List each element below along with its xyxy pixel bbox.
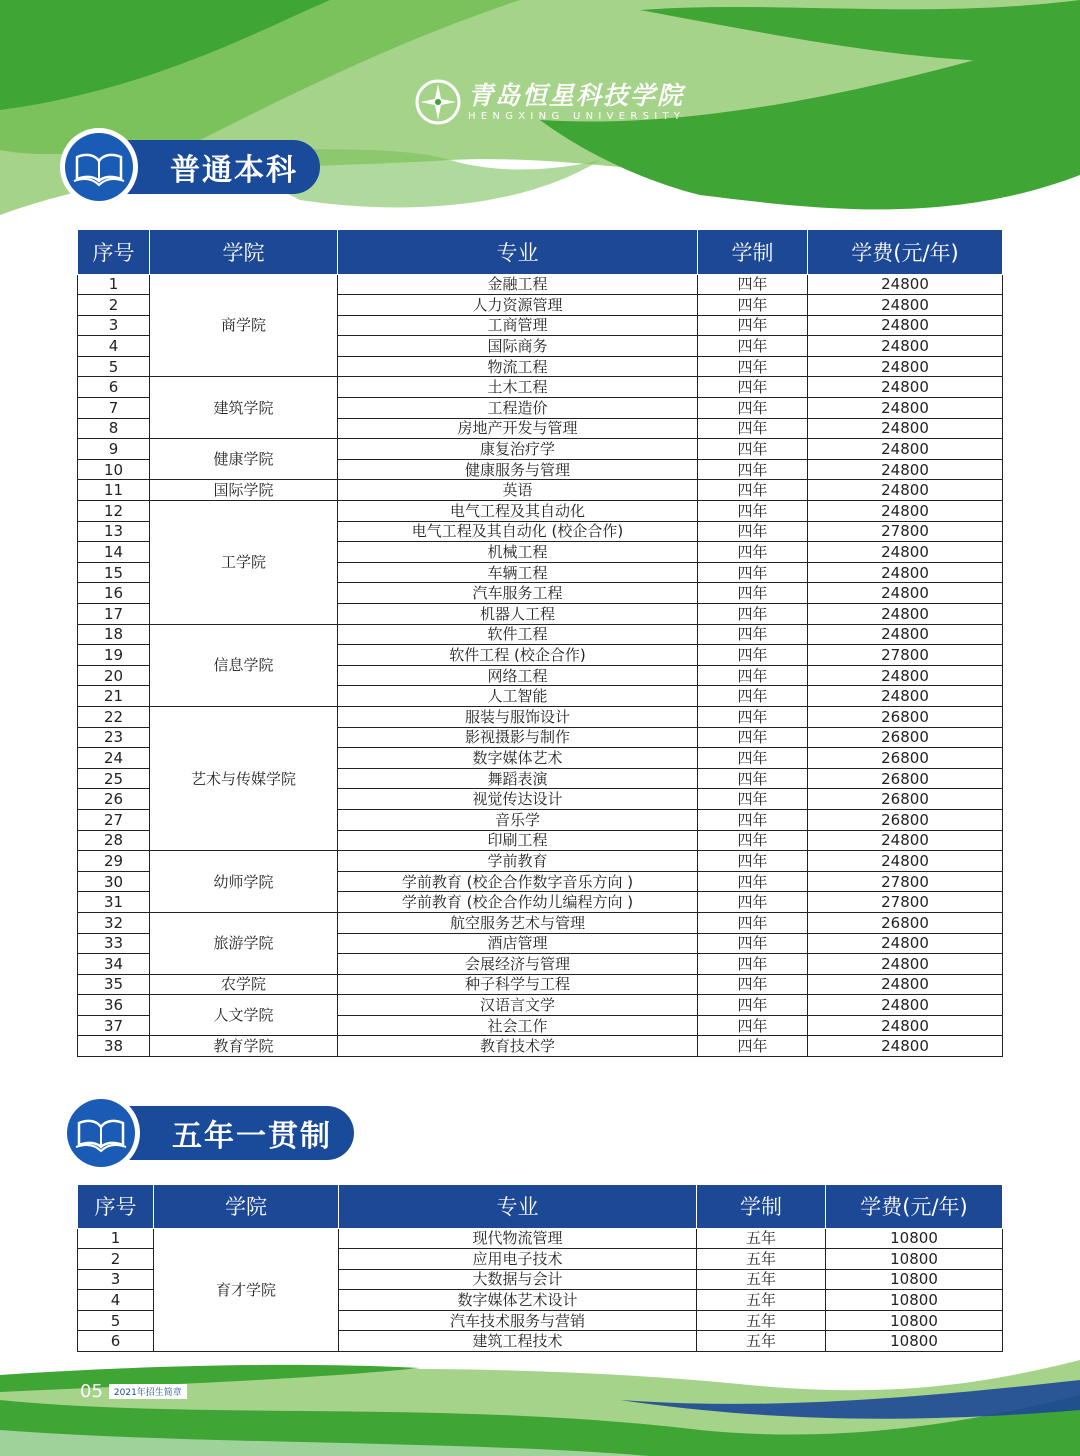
open-book-icon — [73, 147, 125, 187]
cell-duration: 四年 — [698, 933, 808, 954]
open-book-icon — [75, 1113, 127, 1153]
cell-major: 印刷工程 — [338, 830, 698, 851]
section-title: 五年一贯制 — [172, 1119, 332, 1154]
cell-fee: 24800 — [808, 1036, 1003, 1057]
cell-major: 康复治疗学 — [338, 439, 698, 460]
table-row — [78, 480, 1003, 501]
cell-duration: 四年 — [698, 624, 808, 645]
cell-major: 软件工程 — [338, 624, 698, 645]
cell-major: 人力资源管理 — [338, 295, 698, 316]
cell-major: 机械工程 — [338, 542, 698, 563]
cell-no: 33 — [78, 933, 150, 954]
cell-duration: 四年 — [698, 748, 808, 769]
cell-no: 2 — [78, 295, 150, 316]
cell-college: 健康学院 — [150, 439, 338, 480]
table-row — [78, 706, 1003, 727]
table-row — [78, 274, 1003, 295]
cell-fee: 26800 — [808, 748, 1003, 769]
cell-fee: 24800 — [808, 974, 1003, 995]
cell-duration: 五年 — [697, 1249, 826, 1270]
cell-major: 汉语言文学 — [338, 995, 698, 1016]
cell-fee: 24800 — [808, 954, 1003, 975]
cell-major: 影视摄影与制作 — [338, 727, 698, 748]
cell-fee: 24800 — [808, 274, 1003, 295]
cell-no: 28 — [78, 830, 150, 851]
cell-major: 酒店管理 — [338, 933, 698, 954]
cell-major: 舞蹈表演 — [338, 768, 698, 789]
cell-no: 11 — [78, 480, 150, 501]
cell-duration: 五年 — [697, 1228, 826, 1249]
cell-college: 旅游学院 — [150, 912, 338, 974]
cell-duration: 四年 — [698, 274, 808, 295]
cell-duration: 五年 — [697, 1269, 826, 1290]
cell-no: 36 — [78, 995, 150, 1016]
cell-major: 视觉传达设计 — [338, 789, 698, 810]
cell-college: 商学院 — [150, 274, 338, 377]
cell-duration: 四年 — [698, 295, 808, 316]
section-badge-undergraduate — [70, 140, 320, 194]
cell-duration: 四年 — [698, 418, 808, 439]
cell-no: 1 — [78, 1228, 154, 1249]
cell-no: 18 — [78, 624, 150, 645]
cell-major: 电气工程及其自动化 — [338, 501, 698, 522]
cell-major: 房地产开发与管理 — [338, 418, 698, 439]
cell-fee: 10800 — [826, 1249, 1003, 1270]
cell-no: 3 — [78, 315, 150, 336]
cell-major: 航空服务艺术与管理 — [338, 912, 698, 933]
compass-star-icon — [414, 78, 462, 126]
cell-fee: 24800 — [808, 542, 1003, 563]
cell-fee: 24800 — [808, 1015, 1003, 1036]
cell-duration: 四年 — [698, 501, 808, 522]
cell-major: 教育技术学 — [338, 1036, 698, 1057]
table-row — [78, 501, 1003, 522]
cell-major: 人工智能 — [338, 686, 698, 707]
cell-no: 19 — [78, 645, 150, 666]
cell-duration: 四年 — [698, 851, 808, 872]
cell-fee: 10800 — [826, 1331, 1003, 1352]
cell-major: 机器人工程 — [338, 604, 698, 625]
cell-fee: 24800 — [808, 851, 1003, 872]
header-no: 序号 — [78, 230, 150, 274]
cell-fee: 24800 — [808, 439, 1003, 460]
cell-duration: 四年 — [698, 830, 808, 851]
cell-fee: 26800 — [808, 768, 1003, 789]
cell-major: 土木工程 — [338, 377, 698, 398]
cell-college: 幼师学院 — [150, 851, 338, 913]
cell-fee: 24800 — [808, 459, 1003, 480]
cell-duration: 四年 — [698, 356, 808, 377]
cell-fee: 24800 — [808, 336, 1003, 357]
cell-no: 10 — [78, 459, 150, 480]
table-row — [78, 439, 1003, 460]
cell-duration: 四年 — [698, 706, 808, 727]
cell-duration: 四年 — [698, 871, 808, 892]
cell-major: 数字媒体艺术 — [338, 748, 698, 769]
cell-duration: 四年 — [698, 789, 808, 810]
cell-no: 5 — [78, 1310, 154, 1331]
header-college: 学院 — [154, 1185, 339, 1228]
cell-no: 17 — [78, 604, 150, 625]
cell-major: 学前教育 (校企合作数字音乐方向 ) — [338, 871, 698, 892]
cell-no: 20 — [78, 665, 150, 686]
cell-no: 6 — [78, 377, 150, 398]
cell-fee: 27800 — [808, 521, 1003, 542]
cell-no: 25 — [78, 768, 150, 789]
cell-fee: 24800 — [808, 604, 1003, 625]
cell-no: 27 — [78, 809, 150, 830]
cell-fee: 24800 — [808, 624, 1003, 645]
header-major: 专业 — [339, 1185, 697, 1228]
cell-no: 12 — [78, 501, 150, 522]
table-row — [78, 1228, 1003, 1249]
cell-college: 农学院 — [150, 974, 338, 995]
cell-fee: 24800 — [808, 686, 1003, 707]
cell-major: 汽车服务工程 — [338, 583, 698, 604]
cell-no: 4 — [78, 336, 150, 357]
cell-no: 24 — [78, 748, 150, 769]
cell-major: 会展经济与管理 — [338, 954, 698, 975]
cell-fee: 24800 — [808, 480, 1003, 501]
cell-fee: 24800 — [808, 315, 1003, 336]
cell-fee: 24800 — [808, 295, 1003, 316]
cell-duration: 四年 — [698, 954, 808, 975]
cell-no: 29 — [78, 851, 150, 872]
header-major: 专业 — [338, 230, 698, 274]
cell-duration: 四年 — [698, 398, 808, 419]
cell-major: 学前教育 — [338, 851, 698, 872]
header-fee: 学费(元/年) — [808, 230, 1003, 274]
table-row — [78, 974, 1003, 995]
cell-no: 15 — [78, 562, 150, 583]
cell-fee: 24800 — [808, 377, 1003, 398]
cell-no: 1 — [78, 274, 150, 295]
cell-major: 工程造价 — [338, 398, 698, 419]
cell-fee: 10800 — [826, 1228, 1003, 1249]
cell-major: 学前教育 (校企合作幼儿编程方向 ) — [338, 892, 698, 913]
cell-duration: 四年 — [698, 604, 808, 625]
cell-duration: 四年 — [698, 974, 808, 995]
cell-duration: 四年 — [698, 542, 808, 563]
cell-fee: 26800 — [808, 809, 1003, 830]
cell-duration: 四年 — [698, 809, 808, 830]
college-logo — [414, 78, 685, 126]
cell-college: 建筑学院 — [150, 377, 338, 439]
cell-duration: 四年 — [698, 583, 808, 604]
cell-major: 车辆工程 — [338, 562, 698, 583]
cell-duration: 四年 — [698, 439, 808, 460]
cell-major: 音乐学 — [338, 809, 698, 830]
cell-college: 人文学院 — [150, 995, 338, 1036]
cell-no: 32 — [78, 912, 150, 933]
cell-major: 汽车技术服务与营销 — [339, 1310, 697, 1331]
table-row — [78, 1036, 1003, 1057]
cell-college: 国际学院 — [150, 480, 338, 501]
cell-fee: 24800 — [808, 665, 1003, 686]
cell-fee: 10800 — [826, 1290, 1003, 1311]
cell-duration: 四年 — [698, 1015, 808, 1036]
cell-duration: 四年 — [698, 480, 808, 501]
header-duration: 学制 — [697, 1185, 826, 1228]
cell-fee: 24800 — [808, 830, 1003, 851]
cell-major: 健康服务与管理 — [338, 459, 698, 480]
cell-duration: 四年 — [698, 892, 808, 913]
cell-no: 9 — [78, 439, 150, 460]
brochure-label: 2021年招生简章 — [109, 1384, 187, 1399]
cell-no: 37 — [78, 1015, 150, 1036]
cell-no: 34 — [78, 954, 150, 975]
cell-duration: 四年 — [698, 315, 808, 336]
cell-fee: 26800 — [808, 912, 1003, 933]
cell-fee: 27800 — [808, 645, 1003, 666]
table-row — [78, 995, 1003, 1016]
undergraduate-table — [77, 230, 1003, 1057]
cell-major: 工商管理 — [338, 315, 698, 336]
cell-no: 22 — [78, 706, 150, 727]
cell-fee: 24800 — [808, 995, 1003, 1016]
cell-fee: 26800 — [808, 789, 1003, 810]
cell-no: 26 — [78, 789, 150, 810]
section-badge-five-year — [72, 1106, 354, 1160]
cell-duration: 四年 — [698, 377, 808, 398]
cell-no: 7 — [78, 398, 150, 419]
cell-duration: 五年 — [697, 1331, 826, 1352]
cell-duration: 四年 — [698, 521, 808, 542]
cell-no: 8 — [78, 418, 150, 439]
cell-major: 大数据与会计 — [339, 1269, 697, 1290]
cell-no: 35 — [78, 974, 150, 995]
cell-major: 物流工程 — [338, 356, 698, 377]
cell-fee: 24800 — [808, 418, 1003, 439]
cell-fee: 24800 — [808, 398, 1003, 419]
cell-no: 16 — [78, 583, 150, 604]
cell-no: 38 — [78, 1036, 150, 1057]
table-row — [78, 624, 1003, 645]
cell-no: 5 — [78, 356, 150, 377]
cell-duration: 四年 — [698, 912, 808, 933]
cell-major: 社会工作 — [338, 1015, 698, 1036]
cell-duration: 四年 — [698, 336, 808, 357]
cell-no: 13 — [78, 521, 150, 542]
five-year-table — [77, 1185, 1003, 1352]
cell-fee: 26800 — [808, 706, 1003, 727]
cell-fee: 24800 — [808, 562, 1003, 583]
cell-fee: 24800 — [808, 583, 1003, 604]
cell-major: 软件工程 (校企合作) — [338, 645, 698, 666]
cell-duration: 五年 — [697, 1310, 826, 1331]
cell-college: 教育学院 — [150, 1036, 338, 1057]
cell-no: 3 — [78, 1269, 154, 1290]
table-row — [78, 912, 1003, 933]
cell-college: 工学院 — [150, 501, 338, 625]
cell-major: 网络工程 — [338, 665, 698, 686]
college-name-en: HENGXING UNIVERSITY — [468, 110, 686, 122]
cell-major: 建筑工程技术 — [339, 1331, 697, 1352]
cell-fee: 27800 — [808, 892, 1003, 913]
cell-major: 英语 — [338, 480, 698, 501]
cell-no: 6 — [78, 1331, 154, 1352]
cell-major: 种子科学与工程 — [338, 974, 698, 995]
page-number: 05 — [80, 1381, 103, 1402]
header-duration: 学制 — [698, 230, 808, 274]
cell-major: 金融工程 — [338, 274, 698, 295]
cell-major: 电气工程及其自动化 (校企合作) — [338, 521, 698, 542]
cell-major: 应用电子技术 — [339, 1249, 697, 1270]
cell-duration: 五年 — [697, 1290, 826, 1311]
cell-duration: 四年 — [698, 645, 808, 666]
cell-no: 4 — [78, 1290, 154, 1311]
cell-fee: 27800 — [808, 871, 1003, 892]
cell-duration: 四年 — [698, 686, 808, 707]
cell-no: 2 — [78, 1249, 154, 1270]
cell-major: 国际商务 — [338, 336, 698, 357]
cell-no: 31 — [78, 892, 150, 913]
cell-college: 艺术与传媒学院 — [150, 706, 338, 850]
table-row — [78, 851, 1003, 872]
cell-duration: 四年 — [698, 459, 808, 480]
cell-fee: 10800 — [826, 1269, 1003, 1290]
cell-duration: 四年 — [698, 727, 808, 748]
cell-major: 数字媒体艺术设计 — [339, 1290, 697, 1311]
header-fee: 学费(元/年) — [826, 1185, 1003, 1228]
cell-duration: 四年 — [698, 768, 808, 789]
cell-no: 30 — [78, 871, 150, 892]
cell-major: 现代物流管理 — [339, 1228, 697, 1249]
section-title: 普通本科 — [170, 153, 298, 188]
cell-fee: 24800 — [808, 356, 1003, 377]
cell-no: 21 — [78, 686, 150, 707]
cell-no: 14 — [78, 542, 150, 563]
cell-fee: 24800 — [808, 933, 1003, 954]
cell-college: 育才学院 — [154, 1228, 339, 1352]
cell-duration: 四年 — [698, 995, 808, 1016]
page-footer — [80, 1381, 187, 1402]
cell-fee: 24800 — [808, 501, 1003, 522]
cell-duration: 四年 — [698, 562, 808, 583]
cell-duration: 四年 — [698, 1036, 808, 1057]
table-row — [78, 377, 1003, 398]
college-name-cn: 青岛恒星科技学院 — [468, 80, 685, 110]
cell-fee: 10800 — [826, 1310, 1003, 1331]
cell-college: 信息学院 — [150, 624, 338, 706]
cell-major: 服装与服饰设计 — [338, 706, 698, 727]
cell-fee: 26800 — [808, 727, 1003, 748]
header-college: 学院 — [150, 230, 338, 274]
header-no: 序号 — [78, 1185, 154, 1228]
cell-duration: 四年 — [698, 665, 808, 686]
cell-no: 23 — [78, 727, 150, 748]
